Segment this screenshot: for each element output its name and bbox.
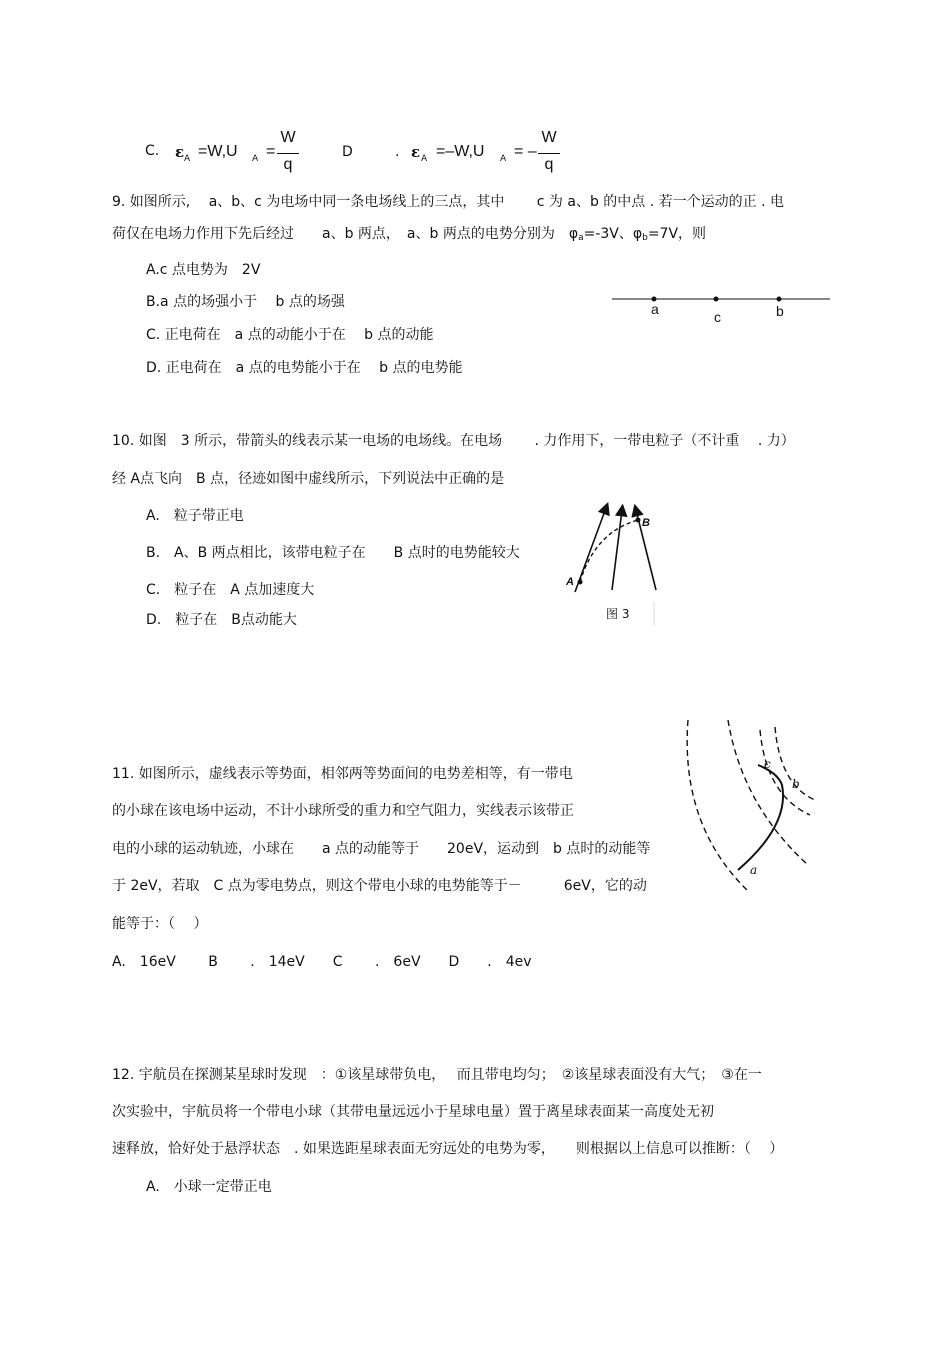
formula-text: =W,U xyxy=(198,143,238,160)
epsilon-symbol: ε xyxy=(175,143,185,161)
q9-option-c: C. 正电荷在 a 点的动能小于在 b 点的动能 xyxy=(146,327,434,343)
fraction-bar xyxy=(538,153,560,154)
q11-label-c: c xyxy=(764,757,771,771)
point-a xyxy=(578,580,583,585)
epsilon-symbol: ε xyxy=(411,143,421,161)
ball-trajectory xyxy=(738,765,783,870)
point-b xyxy=(777,297,782,302)
field-line xyxy=(575,508,606,592)
subscript: b xyxy=(642,233,648,243)
subscript: A xyxy=(252,154,259,164)
fraction-denominator: q xyxy=(283,156,293,173)
equipotential-line xyxy=(687,720,748,891)
q12-stem-line3: 速释放，恰好处于悬浮状态 . 如果选距星球表面无穷远处的电势为零， 则根据以上信息可以推断：（ ） xyxy=(112,1141,784,1157)
q12-stem-line1: 12. 宇航员在探测某星球时发现 ：①该星球带负电， 而且带电均匀； ②该星球表面没有大气； ③在一 xyxy=(112,1067,762,1083)
subscript: A xyxy=(500,154,507,164)
q9-label-b: b xyxy=(776,303,784,319)
q8-d-dot: . xyxy=(395,144,400,160)
field-line xyxy=(612,510,622,590)
q10-option-b: B. A、B 两点相比，该带电粒子在 B 点时的电势能较大 xyxy=(146,545,520,561)
q12-stem-line2: 次实验中，宇航员将一个带电小球（其带电量远远小于星球电量）置于离星球表面某一高度处无初 xyxy=(112,1104,714,1120)
particle-trajectory xyxy=(580,520,638,582)
fraction-denominator: q xyxy=(544,156,554,173)
q11-stem-line3: 电的小球的运动轨迹，小球在 a 点的动能等于 20eV，运动到 b 点时的动能等 xyxy=(112,841,651,857)
q10-label-b: B xyxy=(642,517,650,529)
q9-stem-text: =7V，则 xyxy=(647,226,707,242)
q9-option-d: D. 正电荷在 a 点的电势能小于在 b 点的电势能 xyxy=(146,360,463,376)
q9-stem-line2 xyxy=(112,225,706,247)
q9-option-a: A.c 点电势为 2V xyxy=(146,262,261,278)
q11-stem-line1: 11. 如图所示，虚线表示等势面，相邻两等势面间的电势差相等，有一带电 xyxy=(112,766,573,782)
q9-stem-text: 荷仅在电场力作用下先后经过 a、b 两点， a、b 两点的电势分别为 φ xyxy=(112,226,579,242)
q10-stem-line2: 经 A点飞向 B 点，径迹如图中虚线所示，下列说法中正确的是 xyxy=(112,471,505,487)
formula-text: =–W,U xyxy=(436,143,485,160)
q12-option-a: A. 小球一定带正电 xyxy=(146,1179,272,1195)
formula-text: = xyxy=(266,143,276,160)
q10-option-c: C. 粒子在 A 点加速度大 xyxy=(146,582,315,598)
fraction-numerator: W xyxy=(541,129,557,146)
q11-answer-choices: A. 16eV B . 14eV C . 6eV D . 4ev xyxy=(112,954,532,970)
q10-option-d: D. 粒子在 B点动能大 xyxy=(146,612,297,628)
subscript: A xyxy=(184,154,191,164)
q11-stem-line4: 于 2eV，若取 C 点为零电势点，则这个带电小球的电势能等于－ 6eV，它的动 xyxy=(112,878,647,894)
point-b xyxy=(636,518,641,523)
subscript: a xyxy=(578,233,584,243)
q9-label-c: c xyxy=(714,309,721,325)
q9-option-b: B.a 点的场强小于 b 点的场强 xyxy=(146,294,345,310)
subscript: A xyxy=(421,154,428,164)
q10-stem-line1: 10. 如图 3 所示，带箭头的线表示某一电场的电场线。在电场 . 力作用下，一带电粒子（不计重 . 力） xyxy=(112,433,795,449)
q10-figure-caption: 图 3 xyxy=(606,607,630,621)
q11-stem-line5: 能等于：（ ） xyxy=(112,916,208,932)
q9-stem-text: =-3V、φ xyxy=(583,226,643,242)
q11-stem-line2: 的小球在该电场中运动，不计小球所受的重力和空气阻力，实线表示该带正 xyxy=(112,803,574,819)
point-c xyxy=(714,297,719,302)
q11-label-a: a xyxy=(750,863,758,877)
q10-label-a: A xyxy=(566,576,574,588)
fraction-numerator: W xyxy=(280,129,296,146)
q8-d-label: D xyxy=(342,144,353,160)
q11-label-b: b xyxy=(792,777,800,791)
q10-option-a: A. 粒子带正电 xyxy=(146,508,244,524)
q9-stem-line1: 9. 如图所示, a、b、c 为电场中同一条电场线上的三点，其中 c 为 a、b 的中点 . 若一个运动的正 . 电 xyxy=(112,194,784,210)
q9-label-a: a xyxy=(651,301,659,317)
fraction-bar xyxy=(277,153,299,154)
formula-text: = – xyxy=(514,143,537,160)
q8-c-label: C. xyxy=(145,143,160,159)
